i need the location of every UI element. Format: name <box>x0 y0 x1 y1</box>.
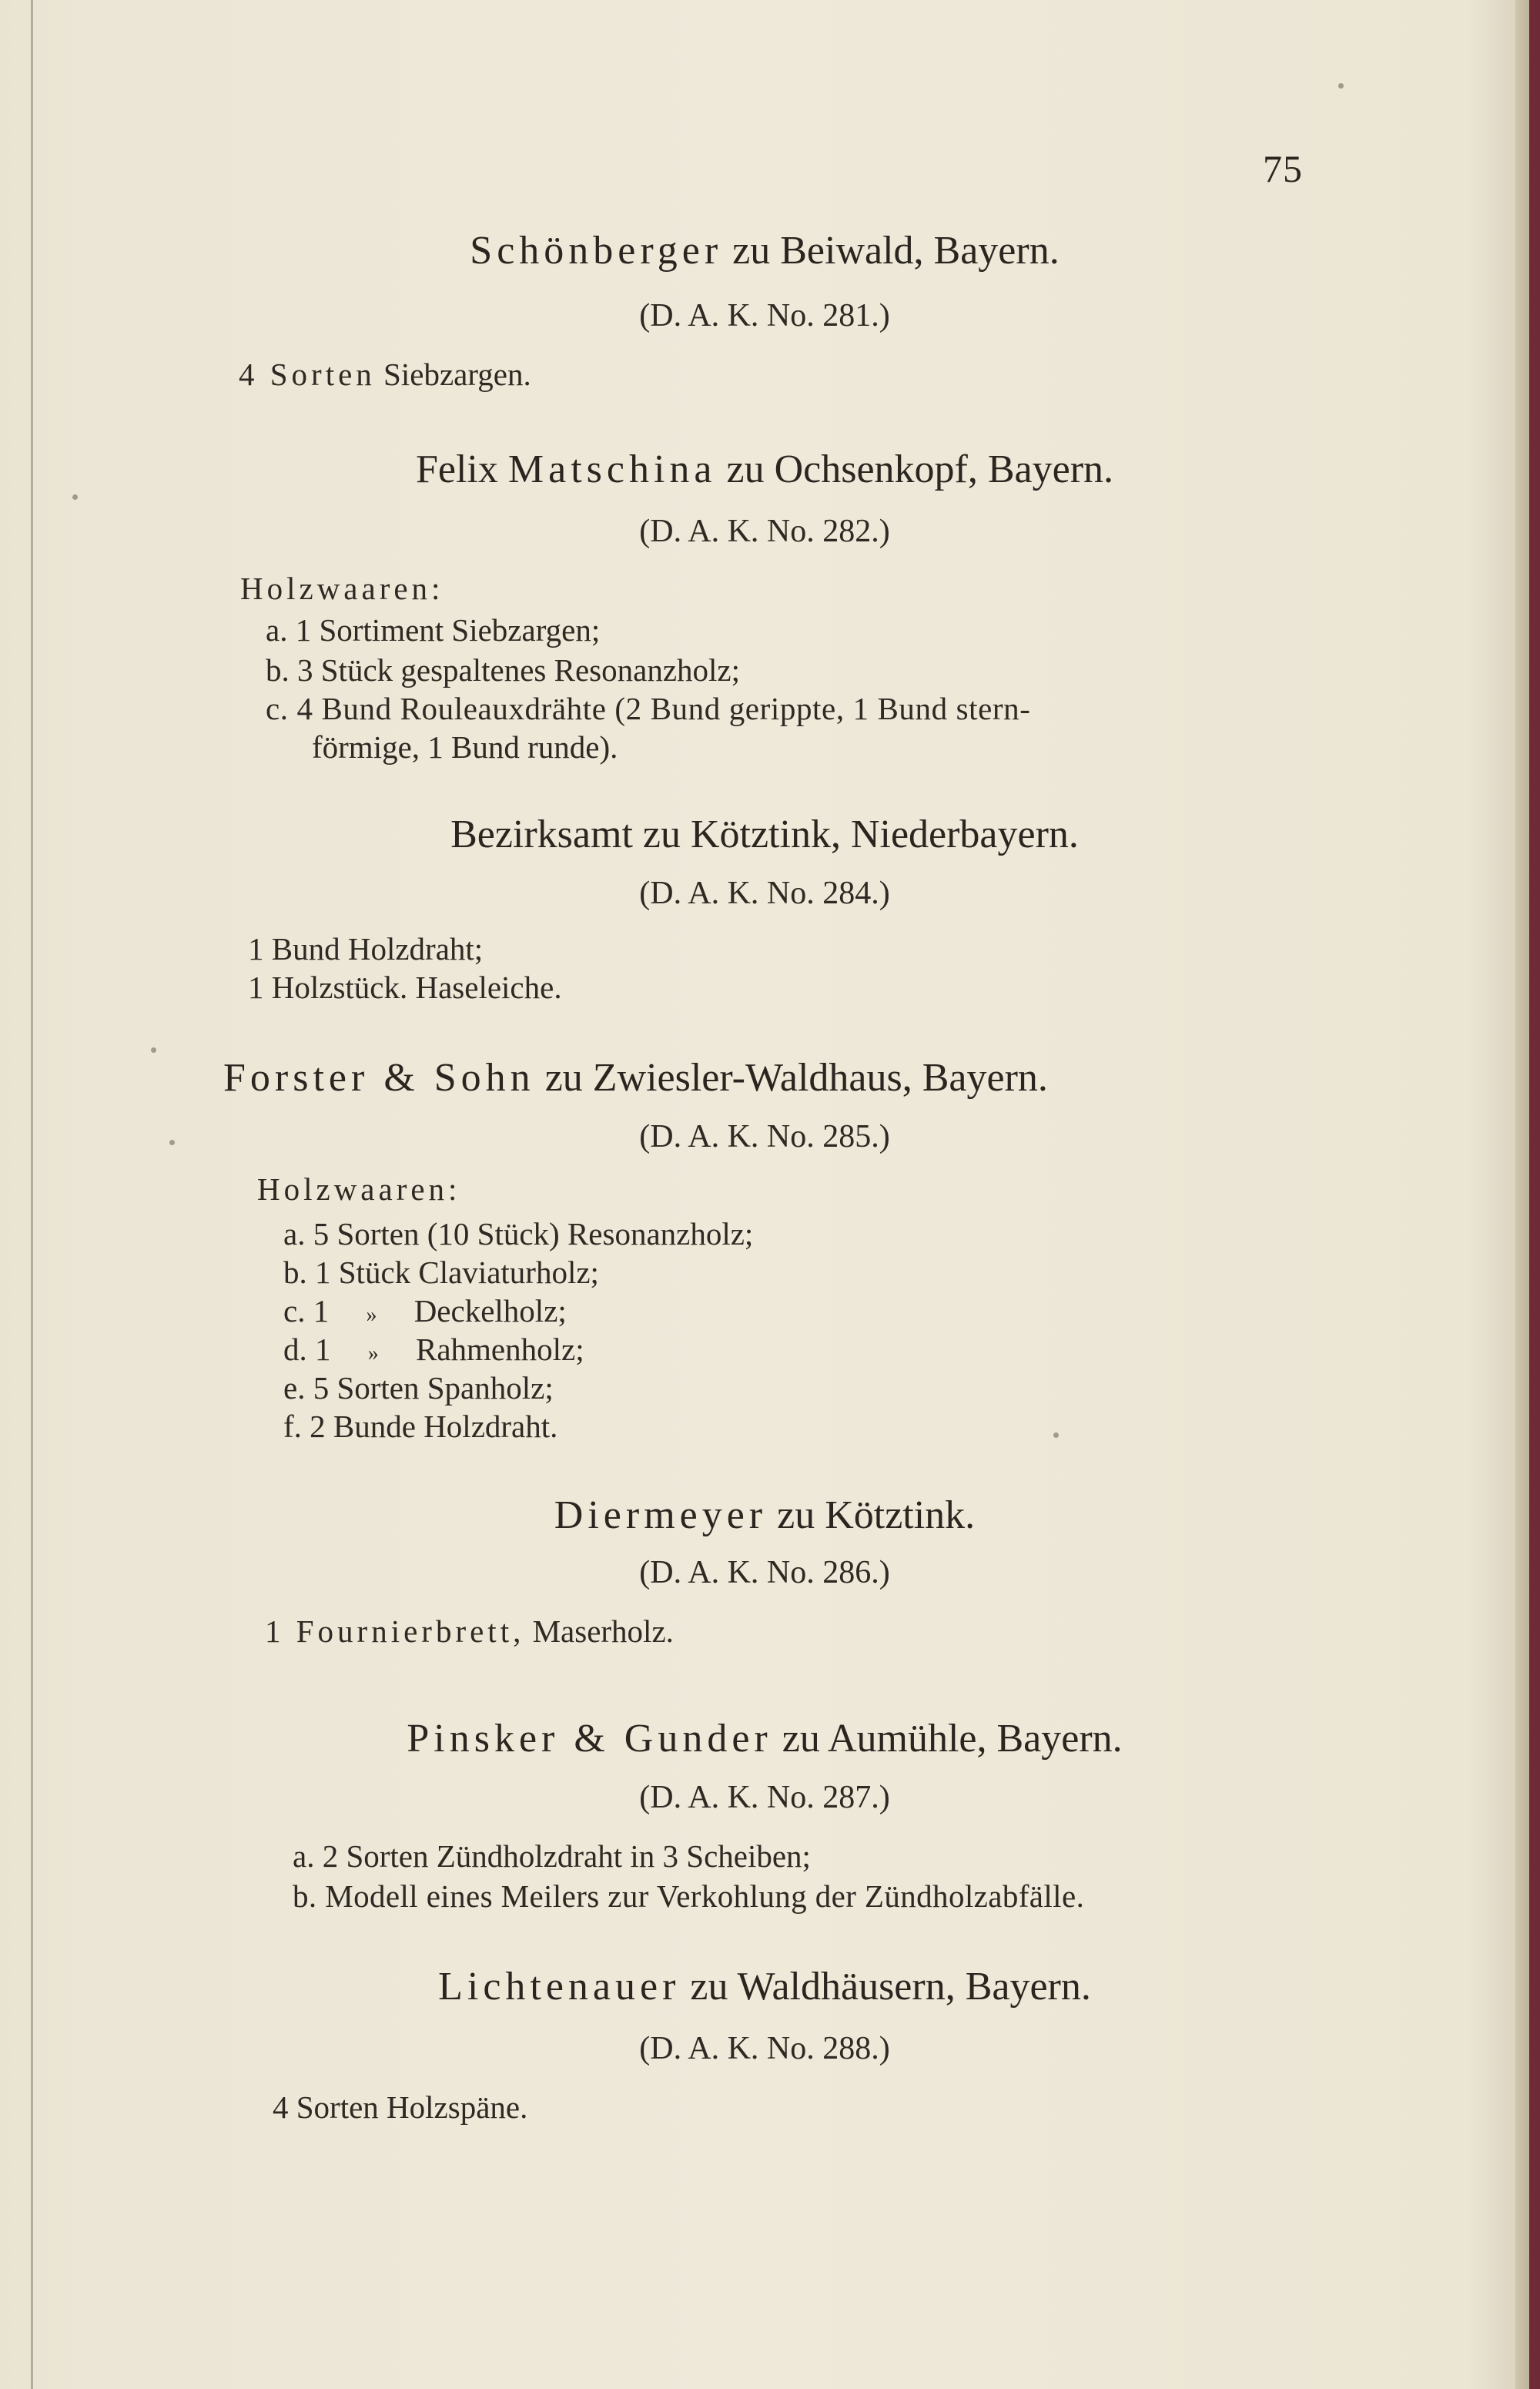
item-label: b. <box>283 1255 307 1290</box>
item-text: Sorten Zündholzdraht in 3 Scheiben; <box>346 1838 811 1874</box>
list-item <box>266 652 740 689</box>
item-label: a. <box>293 1838 315 1874</box>
paper-speck <box>169 1140 175 1145</box>
exhibit-line <box>239 356 531 393</box>
list-item <box>283 1408 557 1445</box>
catalog-reference: (D. A. K. No. 285.) <box>639 1119 890 1154</box>
exhibit-quantity: 1 Fournierbrett, <box>265 1613 525 1649</box>
paper-speck <box>1053 1432 1059 1438</box>
item-quantity: 1 <box>313 1293 330 1329</box>
item-label: c. <box>283 1293 306 1329</box>
entry-heading <box>223 1055 1048 1101</box>
item-quantity: 4 <box>296 691 313 726</box>
item-label: d. <box>283 1332 307 1367</box>
exhibit-line: 1 Bund Holzdraht; <box>248 931 484 967</box>
catalog-reference: (D. A. K. No. 286.) <box>639 1555 890 1590</box>
item-text: Deckelholz; <box>413 1293 567 1329</box>
entry-heading <box>0 1716 1529 1761</box>
exhibitor-first-name: Felix <box>415 447 498 491</box>
item-text: Sortiment Siebzargen; <box>319 612 601 648</box>
item-quantity: 5 <box>313 1216 330 1251</box>
exhibit-line: 1 Holzstück. Haseleiche. <box>248 970 562 1005</box>
list-item <box>283 1369 554 1406</box>
exhibitor-name: Matschina <box>507 447 717 491</box>
exhibit-quantity: 4 Sorten <box>239 357 376 392</box>
item-text: Stück gespaltenes Resonanzholz; <box>320 652 741 688</box>
item-quantity: 2 <box>310 1409 326 1444</box>
exhibitor-name: Pinsker & Gunder <box>407 1717 772 1761</box>
exhibitor-name: Forster & Sohn <box>223 1056 535 1100</box>
item-text: Modell eines Meilers zur Verkohlung der Zündholzabfälle. <box>325 1878 1085 1914</box>
catalog-reference: (D. A. K. No. 284.) <box>639 876 890 911</box>
item-label: e. <box>283 1370 306 1406</box>
entry-heading <box>0 1493 1529 1538</box>
item-text: Rahmenholz; <box>416 1332 584 1367</box>
list-item <box>283 1331 584 1368</box>
catalog-reference: (D. A. K. No. 281.) <box>639 298 890 333</box>
list-item <box>283 1292 567 1329</box>
item-text: Sorten (10 Stück) Resonanzholz; <box>336 1216 754 1251</box>
category-label: Holzwaaren: <box>257 1171 461 1207</box>
item-label: a. <box>266 612 288 648</box>
ditto-mark: » <box>367 1342 379 1365</box>
item-quantity: 1 <box>315 1255 331 1290</box>
catalog-reference: (D. A. K. No. 287.) <box>639 1780 890 1815</box>
page-number: 75 <box>1263 147 1303 190</box>
exhibitor-location: zu Ochsenkopf, Bayern. <box>726 447 1114 491</box>
exhibitor-location: zu Zwiesler-Waldhaus, Bayern. <box>544 1056 1048 1100</box>
exhibitor-name: Schönberger <box>470 229 723 273</box>
paper-speck <box>151 1047 156 1053</box>
item-quantity: 2 <box>322 1838 339 1874</box>
exhibitor-name: Diermeyer <box>554 1493 768 1537</box>
ditto-mark: » <box>366 1303 377 1327</box>
list-item <box>293 1878 1084 1915</box>
item-text: Bunde Holzdraht. <box>333 1409 558 1444</box>
exhibitor-location: zu Aumühle, Bayern. <box>782 1717 1123 1761</box>
list-item <box>283 1215 753 1252</box>
item-label: c. <box>266 691 289 726</box>
entry-heading <box>0 1964 1529 2009</box>
list-item <box>283 1254 599 1291</box>
item-label: a. <box>283 1216 306 1251</box>
category-label: Holzwaaren: <box>240 571 444 606</box>
exhibitor-name: Lichtenauer <box>438 1965 681 2009</box>
item-label: b. <box>293 1878 317 1914</box>
entry-heading <box>0 812 1529 857</box>
item-quantity: 1 <box>315 1332 331 1367</box>
exhibit-text: Siebzargen. <box>383 357 531 392</box>
item-quantity: 5 <box>313 1370 330 1406</box>
item-text: Stück Claviaturholz; <box>338 1255 599 1290</box>
exhibit-line: 4 Sorten Holzspäne. <box>273 2089 528 2125</box>
item-label: b. <box>266 652 290 688</box>
list-item <box>266 690 1031 727</box>
list-item <box>266 611 600 648</box>
exhibit-text: Maserholz. <box>532 1613 674 1649</box>
entry-heading <box>0 447 1529 492</box>
catalog-reference: (D. A. K. No. 288.) <box>639 2031 890 2066</box>
entry-heading <box>0 228 1529 273</box>
catalog-reference: (D. A. K. No. 282.) <box>639 514 890 549</box>
paper-speck <box>1338 83 1344 89</box>
exhibitor-location: zu Waldhäusern, Bayern. <box>690 1965 1091 2009</box>
item-continuation: förmige, 1 Bund runde). <box>312 729 618 765</box>
list-item <box>293 1838 811 1875</box>
item-text: Bund Rouleauxdrähte (2 Bund gerippte, 1 Bund stern- <box>321 691 1031 726</box>
exhibitor-location: zu Beiwald, Bayern. <box>732 229 1060 273</box>
exhibit-line <box>265 1613 674 1650</box>
exhibitor-location: zu Kötztink. <box>777 1493 976 1537</box>
item-text: Sorten Spanholz; <box>336 1370 554 1406</box>
exhibitor-location: Bezirksamt zu Kötztink, Niederbayern. <box>450 813 1079 856</box>
paper-speck <box>72 494 78 500</box>
item-quantity: 1 <box>295 612 312 648</box>
item-label: f. <box>283 1409 302 1444</box>
item-quantity: 3 <box>297 652 313 688</box>
